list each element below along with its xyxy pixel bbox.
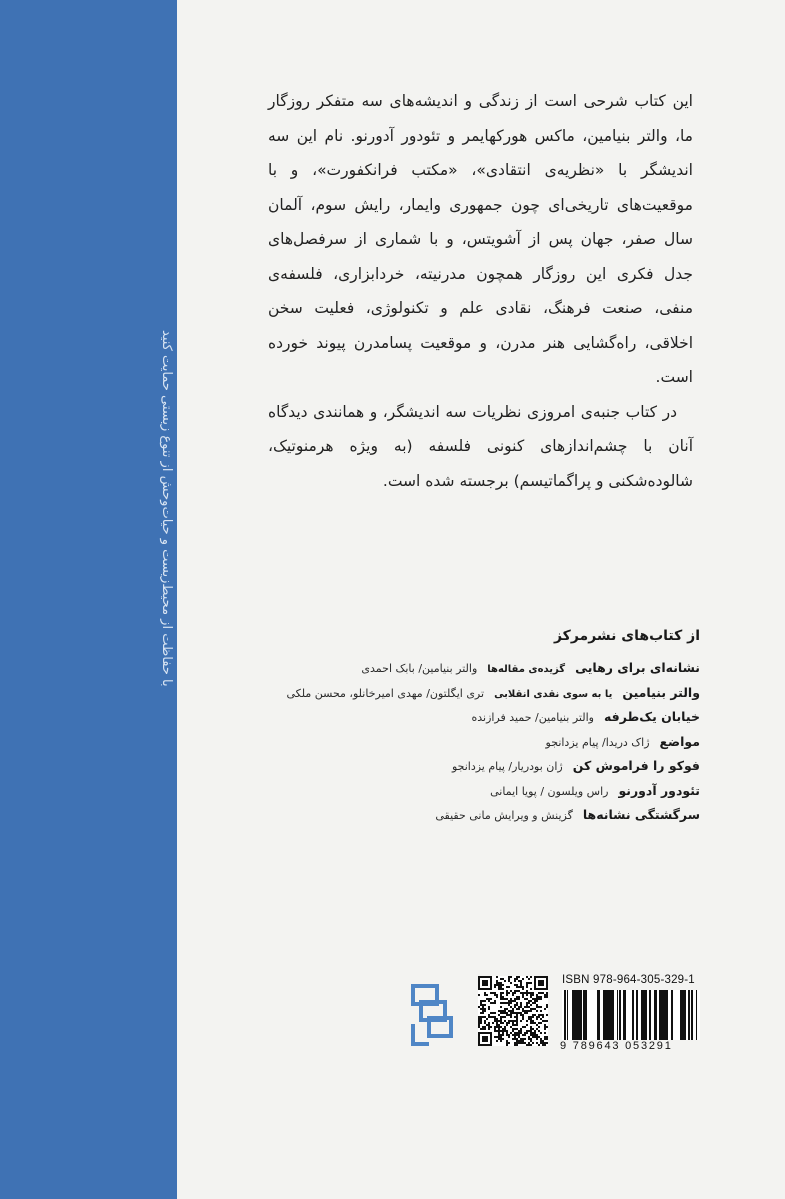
blurb-paragraph-2: در کتاب جنبه‌ی امروزی نظریات سه اندیشگر، و همانندی دیدگاه آنان با چشم‌اندازهای کنونی فلسفه (به ویژه هرمنوتیک، شالوده‌شکنی و پراگماتیسم) برجسته شده است.	[268, 402, 693, 490]
blurb-paragraph-1: این کتاب شرحی است از زندگی و اندیشه‌های سه متفکر روزگار ما، والتر بنیامین، ماکس هورکهایمر و تئودور آدورنو. نام این سه اندیشگر با «نظریه‌ی انتقادی»، «مکتب فرانکفورت»، و با موقعیت‌های تاریخی‌ای چون جمهوری وایمار، رایش سوم، آلمان سال صفر، جهان پس از آشویتس، و با شماری از سرفصل‌های جدل فکری این روزگار همچون مدرنیته، خردابزاری، فلسفه‌ی منفی، صنعت فرهنگ، نقادی علم و تکنولوژی، فعلیت سخن اخلاقی، راه‌گشایی هنر مدرن، و موقعیت پسامدرن پیوند خورده است.	[268, 92, 693, 386]
book-title: مواضع	[659, 733, 700, 749]
book-author: والتر بنیامین/ بابک احمدی	[361, 662, 478, 675]
book-subtitle: گزیده‌ی مقاله‌ها	[487, 664, 566, 675]
book-title: فوکو را فراموش کن	[572, 758, 700, 773]
book-item	[250, 709, 700, 734]
back-cover-blurb	[268, 84, 693, 498]
book-item	[250, 685, 700, 710]
isbn-label: ISBN 978-964-305-329-1	[562, 974, 695, 986]
book-title: سرگشتگی نشانه‌ها	[582, 807, 700, 822]
book-item	[250, 734, 700, 759]
qr-code-icon	[478, 976, 548, 1046]
book-item	[250, 807, 700, 832]
book-author: گزینش و ویرایش مانی حقیقی	[435, 809, 573, 822]
book-title: نشانه‌ای برای رهایی	[575, 660, 700, 675]
book-title: تئودور آدورنو	[618, 782, 700, 798]
spine-band	[0, 0, 177, 1199]
book-item	[250, 660, 700, 685]
publisher-logo-icon	[407, 980, 455, 1050]
book-subtitle: یا به سوی نقدی انقلابی	[494, 688, 613, 700]
book-author: ژاک دریدا/ پیام یزدانجو	[545, 735, 650, 749]
book-item	[250, 783, 700, 808]
book-title: والتر بنیامین	[622, 684, 700, 700]
book-author: ژان بودریار/ پیام یزدانجو	[451, 760, 563, 773]
barcode-digits: 9 789643 053291	[560, 1040, 673, 1052]
book-title: خیابان یک‌طرفه	[603, 709, 700, 724]
book-author: تری ایگلتون/ مهدی امیرخانلو، محسن ملکی	[286, 686, 485, 700]
book-item	[250, 758, 700, 783]
publisher-book-list	[250, 628, 700, 832]
book-author: راس ویلسون / پویا ایمانی	[490, 784, 609, 798]
barcode-icon	[562, 990, 700, 1040]
spine-slogan: با حفاظت از محیط‌زیست و حیات‌وحش از تنوع زیستی حمایت کنید	[159, 330, 174, 687]
book-author: والتر بنیامین/ حمید فرازنده	[471, 711, 594, 724]
book-list-heading: از کتاب‌های نشرمرکز	[553, 628, 700, 644]
